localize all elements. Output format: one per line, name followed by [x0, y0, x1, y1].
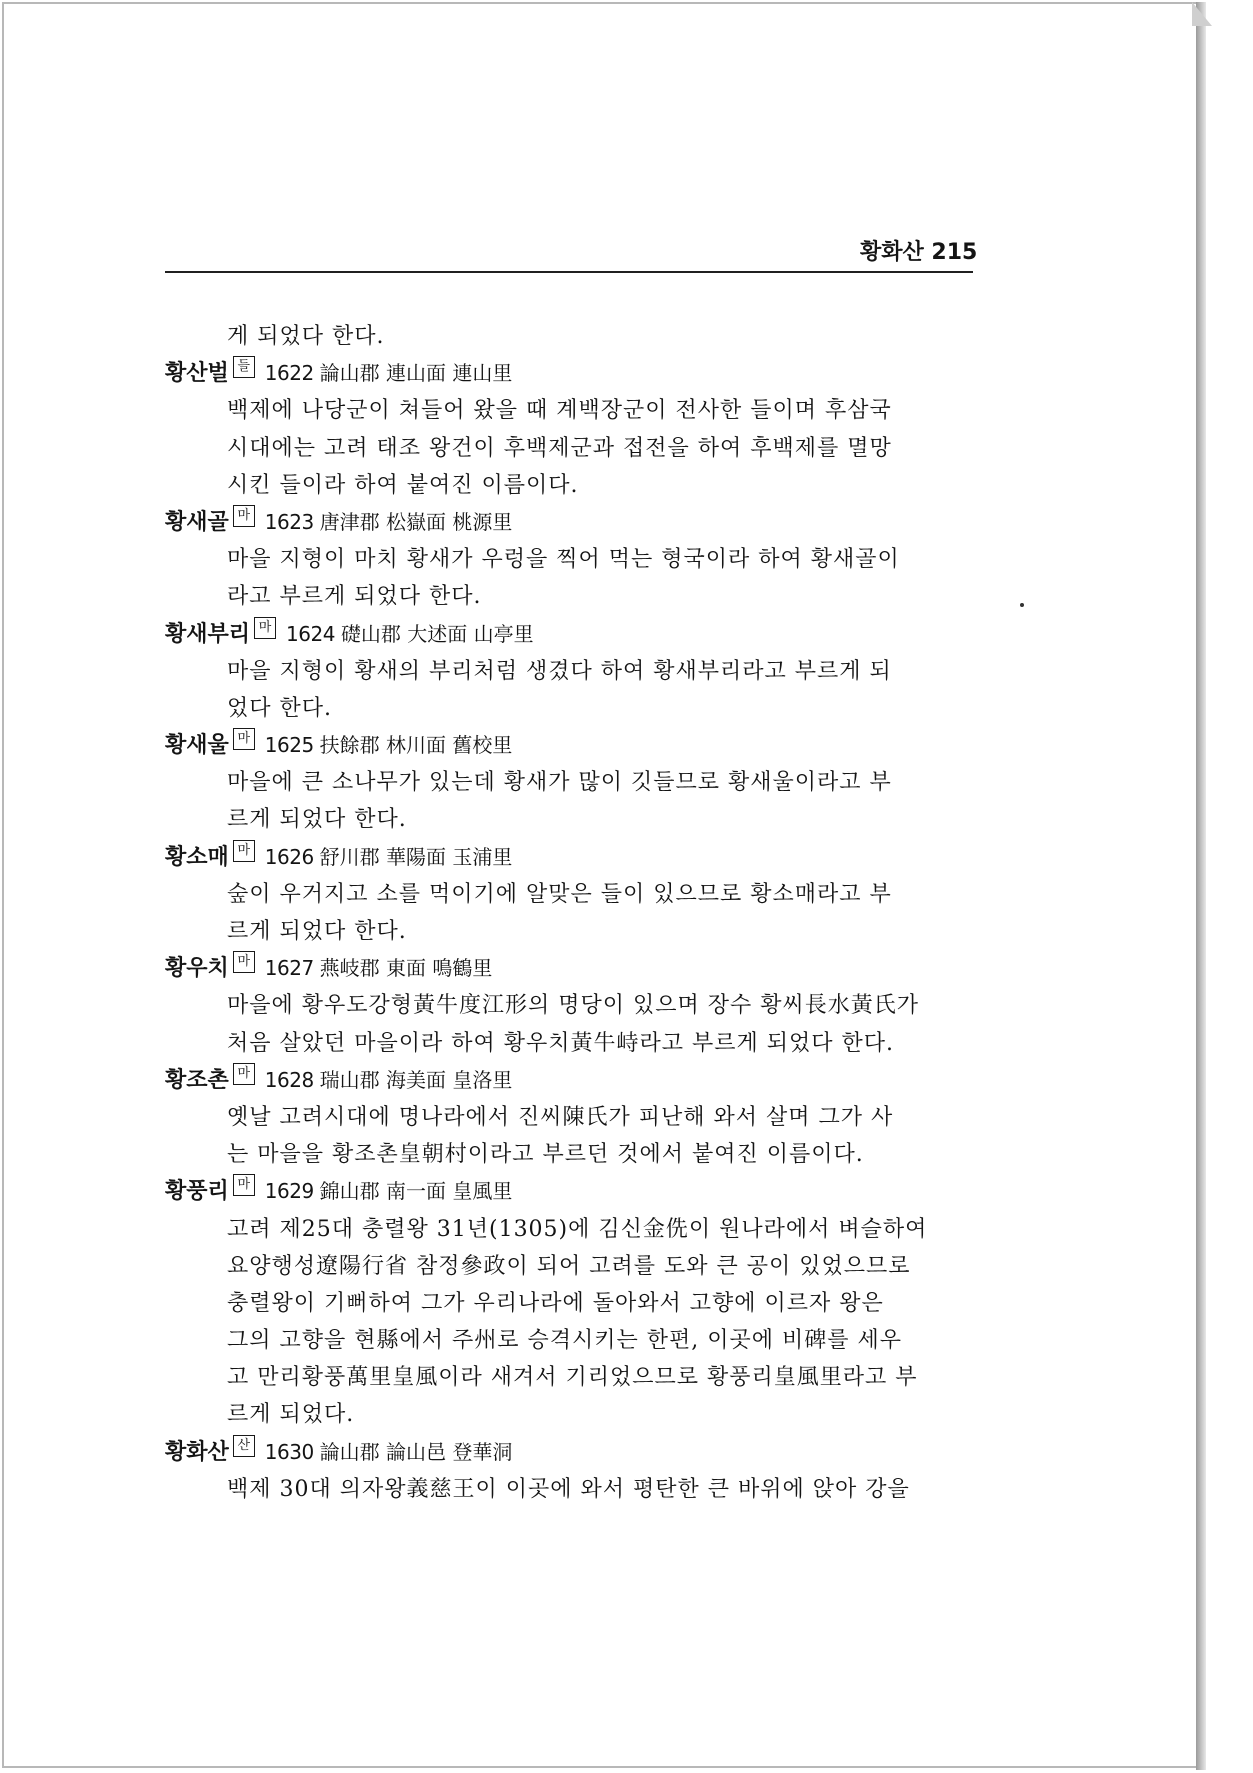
body-text-line: 마을 지형이 황새의 부리처럼 생겼다 하여 황새부리라고 부르게 되	[227, 658, 892, 684]
body-text-line: 백제에 나당군이 쳐들어 왔을 때 계백장군이 전사한 들이며 후삼국	[227, 398, 892, 424]
body-text-line: 라고 부르게 되었다 한다.	[227, 584, 482, 610]
body-text-line: 그의 고향을 현縣에서 주州로 승격시키는 한편, 이곳에 비碑를 세우	[227, 1328, 902, 1354]
body-text-line: 요양행성遼陽行省 참정參政이 되어 고려를 도와 큰 공이 있었으므로	[227, 1253, 911, 1279]
body-text-line: 충렬왕이 기뻐하여 그가 우리나라에 돌아와서 고향에 이르자 왕은	[227, 1290, 884, 1316]
entry-number: 1630	[264, 1439, 314, 1464]
entry-address: 論山郡 連山面 連山里	[319, 361, 513, 386]
entry-number: 1625	[264, 733, 314, 758]
entry-headword: 황우치	[165, 956, 229, 982]
entry-number: 1624	[286, 621, 335, 646]
entry-category-badge: 마	[233, 1174, 255, 1196]
entry-category-badge: 들	[233, 356, 255, 378]
entry-address: 舒川郡 華陽面 玉浦里	[319, 844, 513, 869]
entry-number: 1622	[264, 361, 314, 386]
entry-headword: 황새부리	[165, 621, 251, 647]
entry-heading-line	[165, 950, 985, 987]
entry-heading-line	[165, 616, 985, 653]
entry-number: 1629	[264, 1179, 314, 1204]
body-text-line: 게 되었다 한다.	[227, 324, 385, 349]
body-text-line: 마을 지형이 마치 황새가 우렁을 찍어 먹는 형국이라 하여 황새골이	[227, 547, 900, 573]
entry-category-badge: 마	[233, 1063, 255, 1085]
entry-category-badge: 마	[233, 840, 255, 862]
entry-category-badge: 마	[233, 951, 255, 973]
entry-address: 燕岐郡 東面 鳴鶴里	[319, 956, 493, 981]
entry-headword: 황풍리	[165, 1179, 229, 1205]
body-text-line: 옛날 고려시대에 명나라에서 진씨陳氏가 피난해 와서 살며 그가 사	[227, 1104, 894, 1130]
running-header: 황화산 215	[860, 240, 978, 265]
header-rule	[165, 271, 973, 273]
body-text-line: 백제 30대 의자왕義慈王이 이곳에 와서 평탄한 큰 바위에 앉아 강을	[227, 1476, 910, 1502]
entry-headword: 황산벌	[165, 361, 229, 387]
entry-number: 1627	[264, 956, 314, 981]
entry-heading-line	[165, 355, 985, 392]
body-text-line: 처음 살았던 마을이라 하여 황우치黃牛峙라고 부르게 되었다 한다.	[227, 1030, 894, 1056]
body-text-line: 르게 되었다.	[227, 1402, 355, 1428]
entry-category-badge: 마	[233, 728, 255, 750]
entry-address: 唐津郡 松嶽面 桃源里	[319, 509, 513, 534]
body-text-line: 시대에는 고려 태조 왕건이 후백제군과 접전을 하여 후백제를 멸망	[227, 435, 892, 461]
body-text-line: 르게 되었다 한다.	[227, 807, 407, 833]
entry-number: 1623	[264, 509, 314, 534]
entry-headword: 황새골	[165, 509, 229, 535]
entry-headword: 황화산	[165, 1439, 229, 1465]
entry-address: 論山郡 論山邑 登華洞	[319, 1439, 513, 1464]
entry-heading-line	[165, 1062, 985, 1099]
body-text-line: 었다 한다.	[227, 695, 332, 721]
entry-address: 礎山郡 大述面 山亭里	[340, 621, 534, 646]
body-text-line: 는 마을을 황조촌皇朝村이라고 부르던 것에서 붙여진 이름이다.	[227, 1142, 864, 1168]
scan-speck	[1020, 603, 1024, 607]
entry-category-badge: 마	[254, 617, 276, 639]
dictionary-entries	[165, 318, 985, 1508]
body-text-line: 마을에 황우도강형黃牛度江形의 명당이 있으며 장수 황씨長水黃氏가	[227, 993, 920, 1019]
entry-address: 瑞山郡 海美面 皇洛里	[319, 1067, 513, 1092]
entry-heading-line	[165, 1173, 985, 1210]
entry-heading-line	[165, 1434, 985, 1471]
entry-headword: 황새울	[165, 733, 229, 759]
entry-headword: 황소매	[165, 844, 229, 870]
page-edge-shadow	[1196, 2, 1206, 1770]
entry-heading-line	[165, 727, 985, 764]
entry-number: 1626	[264, 844, 314, 869]
entry-number: 1628	[264, 1067, 314, 1092]
body-text-line: 고려 제25대 충렬왕 31년(1305)에 김신金侁이 원나라에서 벼슬하여	[227, 1216, 928, 1242]
body-text-line: 고 만리황풍萬里皇風이라 새겨서 기리었으므로 황풍리皇風里라고 부	[227, 1365, 918, 1391]
entry-category-badge: 마	[233, 505, 255, 527]
entry-heading-line	[165, 504, 985, 541]
entry-headword: 황조촌	[165, 1067, 229, 1093]
entry-address: 錦山郡 南一面 皇風里	[319, 1179, 513, 1204]
entry-address: 扶餘郡 林川面 舊校里	[319, 733, 513, 758]
entry-category-badge: 산	[233, 1435, 255, 1457]
body-text-line: 숲이 우거지고 소를 먹이기에 알맞은 들이 있으므로 황소매라고 부	[227, 881, 892, 907]
entry-heading-line	[165, 839, 985, 876]
body-text-line: 르게 되었다 한다.	[227, 919, 407, 944]
body-text-line: 시킨 들이라 하여 붙여진 이름이다.	[227, 472, 579, 498]
body-text-line: 마을에 큰 소나무가 있는데 황새가 많이 깃들므로 황새울이라고 부	[227, 770, 892, 796]
